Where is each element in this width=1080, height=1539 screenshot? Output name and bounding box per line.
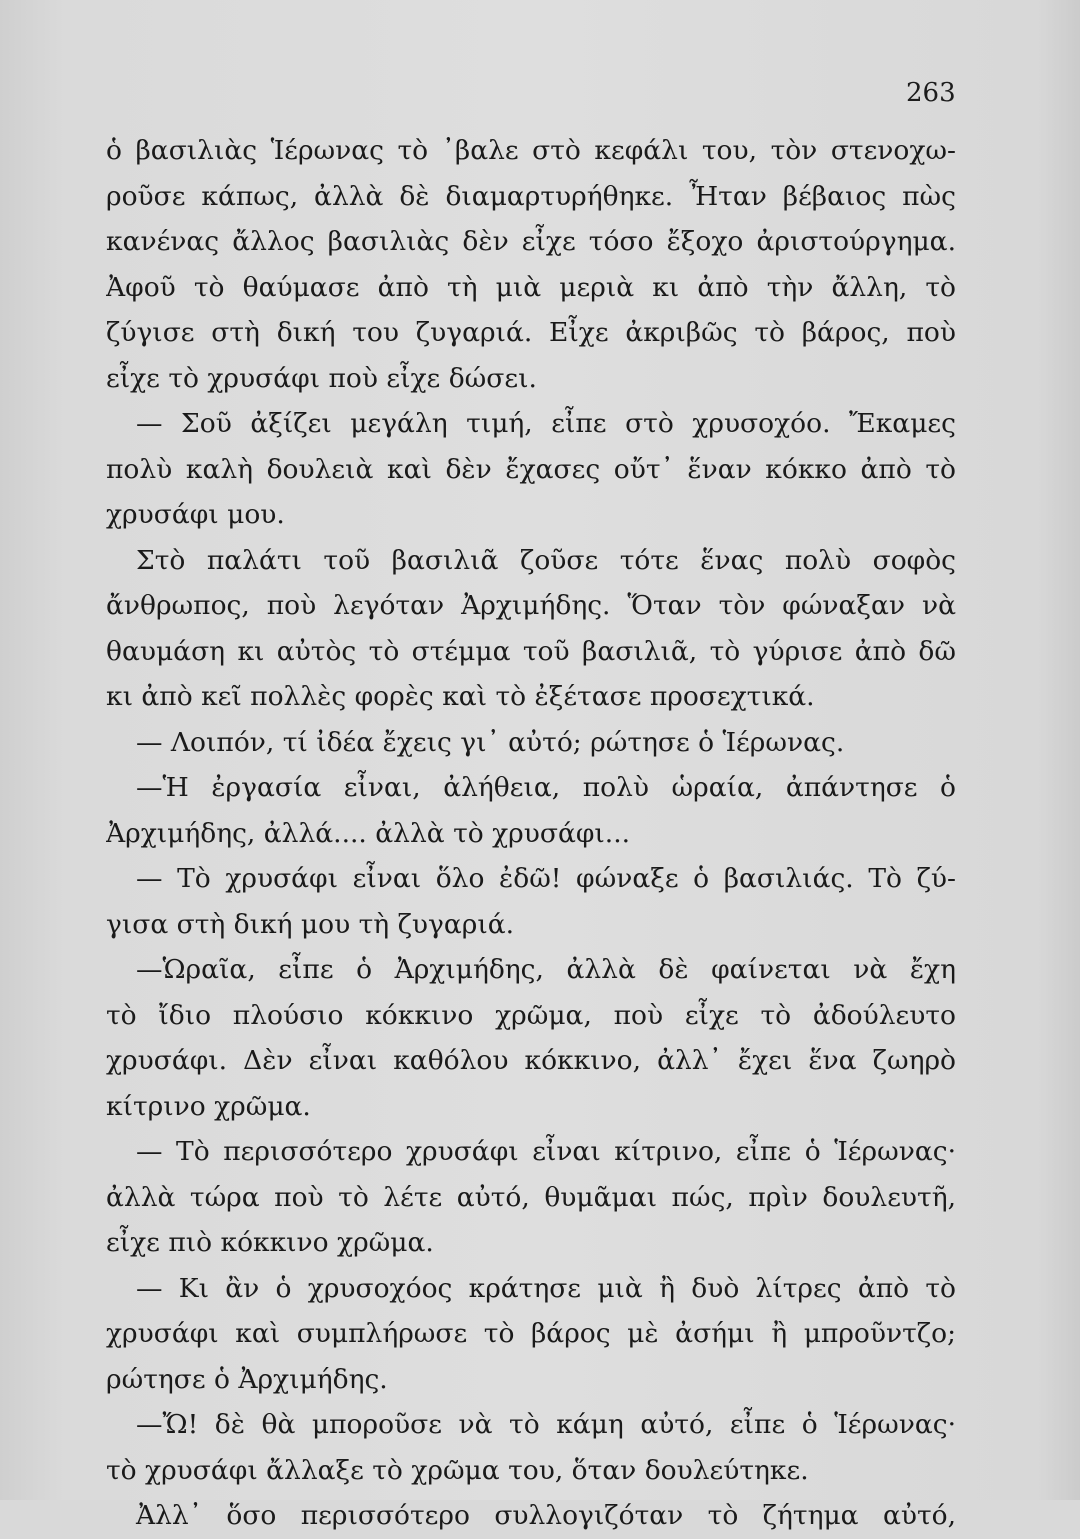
text-line: χρυσάφι καὶ συμπλήρωσε τὸ βάρος μὲ ἀσήμι ἢ μπροῦντζο; — [106, 1318, 956, 1349]
text-line: — Κι ἂν ὁ χρυσοχόος κράτησε μιὰ ἢ δυὸ λίτρες ἀπὸ τὸ — [136, 1272, 956, 1304]
text-line: ἀλλὰ τώρα ποὺ τὸ λέτε αὐτό, θυμᾶμαι πώς, πρὶν δουλευτῆ, — [106, 1181, 956, 1213]
text-line: εἶχε πιὸ κόκκινο χρῶμα. — [106, 1227, 434, 1258]
page-number: 263 — [906, 78, 956, 108]
text-line: ρώτησε ὁ Ἀρχιμήδης. — [106, 1363, 388, 1395]
text-line: θαυμάση κι αὐτὸς τὸ στέμμα τοῦ βασιλιᾶ, τὸ γύρισε ἀπὸ δῶ — [106, 635, 956, 667]
text-line: —Ὡραῖα, εἶπε ὁ Ἀρχιμήδης, ἀλλὰ δὲ φαίνεται νὰ ἔχη — [136, 954, 956, 985]
text-line: — Λοιπόν, τί ἰδέα ἔχεις γι᾿ αὐτό; ρώτησε ὁ Ἱέρωνας. — [136, 726, 845, 758]
text-line: —Ὤ! δὲ θὰ μποροῦσε νὰ τὸ κάμη αὐτό, εἶπε ὁ Ἱέρωνας· — [136, 1409, 956, 1440]
text-line: — Σοῦ ἀξίζει μεγάλη τιμή, εἶπε στὸ χρυσοχόο. Ἔκαμες — [136, 408, 956, 439]
text-line: —Ἡ ἐργασία εἶναι, ἀλήθεια, πολὺ ὡραία, ἀπάντησε ὁ — [136, 772, 956, 803]
text-line: τὸ χρυσάφι ἄλλαξε τὸ χρῶμα του, ὅταν δουλεύτηκε. — [106, 1454, 809, 1486]
text-line: κανένας ἄλλος βασιλιὰς δὲν εἶχε τόσο ἔξοχο ἀριστούργημα. — [106, 226, 956, 257]
text-line: ἄνθρωπος, ποὺ λεγόταν Ἀρχιμήδης. Ὅταν τὸν φώναξαν νὰ — [106, 590, 956, 621]
text-line: — Τὸ χρυσάφι εἶναι ὅλο ἐδῶ! φώναξε ὁ βασιλιάς. Τὸ ζύ- — [136, 863, 956, 894]
text-line: Ἀρχιμήδης, ἀλλά.... ἀλλὰ τὸ χρυσάφι... — [106, 817, 631, 849]
text-line: κίτρινο χρῶμα. — [106, 1090, 311, 1122]
text-line: εἶχε τὸ χρυσάφι ποὺ εἶχε δώσει. — [106, 362, 537, 394]
text-line: πολὺ καλὴ δουλειὰ καὶ δὲν ἔχασες οὔτ᾿ ἕναν κόκκο ἀπὸ τὸ — [106, 453, 956, 485]
text-line: Ἀλλ᾿ ὅσο περισσότερο συλλογιζόταν τὸ ζήτημα αὐτό, — [136, 1500, 956, 1531]
body-text — [106, 128, 956, 1539]
text-line: τὸ ἴδιο πλούσιο κόκκινο χρῶμα, ποὺ εἶχε τὸ ἀδούλευτο — [106, 999, 956, 1031]
text-line: Στὸ παλάτι τοῦ βασιλιᾶ ζοῦσε τότε ἕνας πολὺ σοφὸς — [136, 544, 956, 576]
text-line: ὁ βασιλιὰς Ἱέρωνας τὸ ᾿βαλε στὸ κεφάλι του, τὸν στενοχω- — [106, 135, 956, 166]
text-line: γισα στὴ δική μου τὴ ζυγαριά. — [106, 908, 515, 940]
text-line: ζύγισε στὴ δική του ζυγαριά. Εἶχε ἀκριβῶς τὸ βάρος, ποὺ — [106, 317, 956, 348]
text-line: Ἀφοῦ τὸ θαύμασε ἀπὸ τὴ μιὰ μεριὰ κι ἀπὸ τὴν ἄλλη, τὸ — [106, 271, 956, 303]
text-line: χρυσάφι μου. — [106, 499, 285, 530]
text-line: ροῦσε κάπως, ἀλλὰ δὲ διαμαρτυρήθηκε. Ἦταν βέβαιος πὼς — [106, 180, 956, 212]
text-line: κι ἀπὸ κεῖ πολλὲς φορὲς καὶ τὸ ἐξέτασε προσεχτικά. — [106, 681, 815, 712]
text-line: χρυσάφι. Δὲν εἶναι καθόλου κόκκινο, ἀλλ᾿ ἔχει ἕνα ζωηρὸ — [106, 1045, 956, 1076]
text-line: — Τὸ περισσότερο χρυσάφι εἶναι κίτρινο, εἶπε ὁ Ἱέρωνας· — [136, 1136, 956, 1167]
